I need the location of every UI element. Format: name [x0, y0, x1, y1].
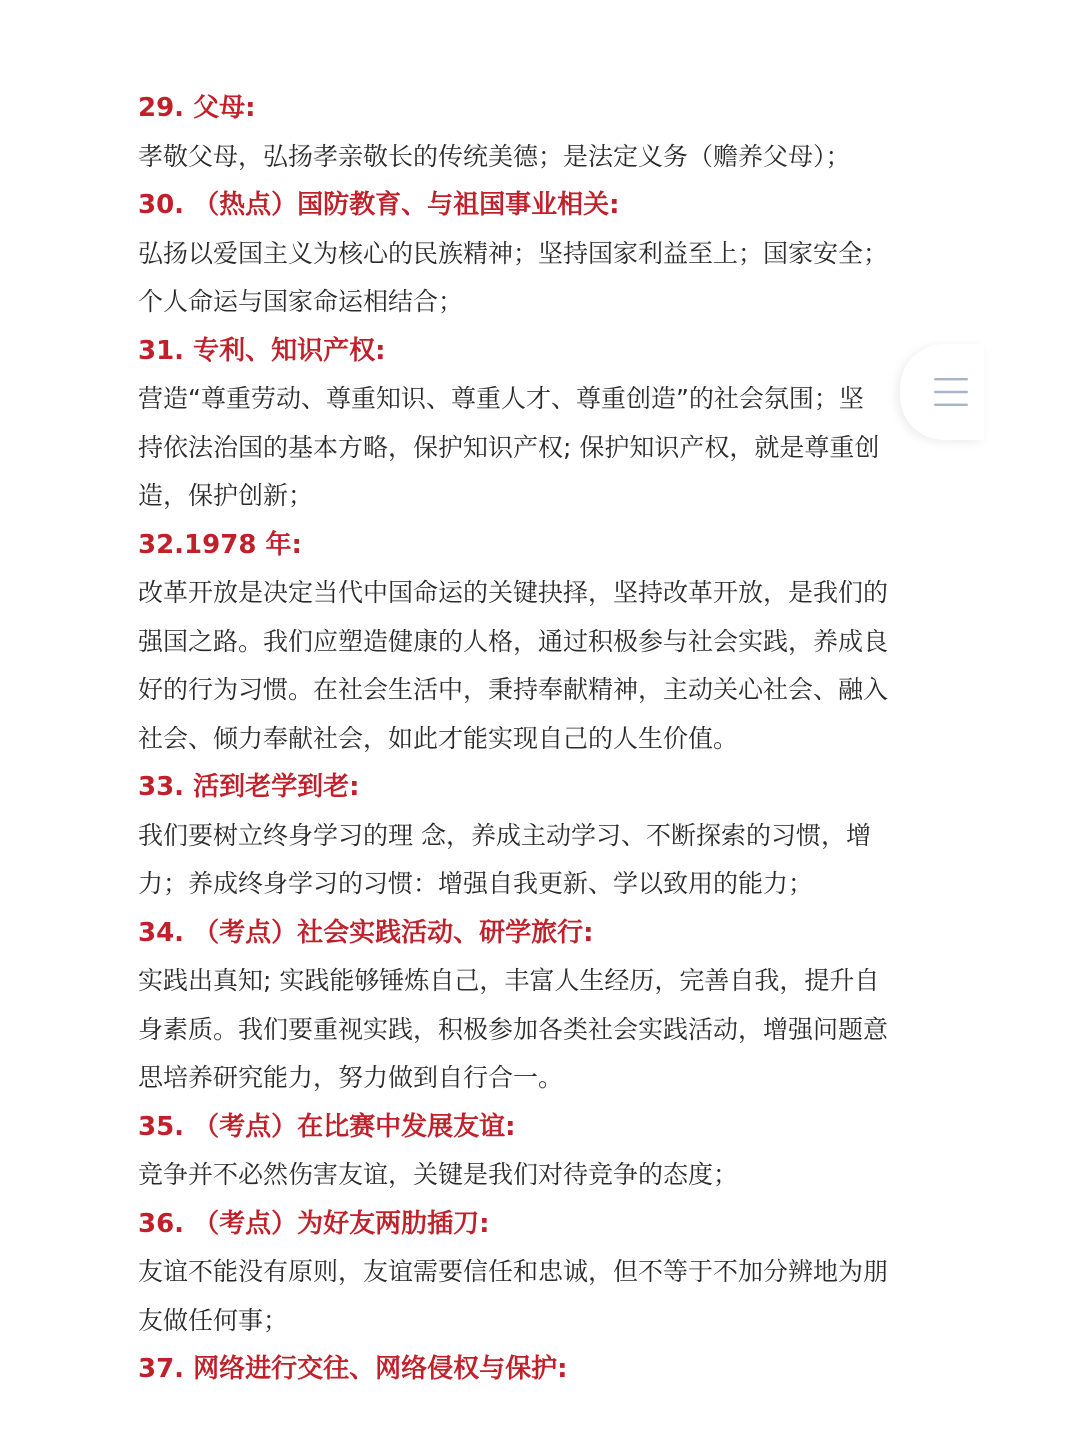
menu-icon — [934, 377, 968, 407]
section-30 — [138, 181, 950, 327]
section-text-line: 强国之路。我们应塑造健康的人格，通过积极参与社会实践，养成良 — [138, 626, 889, 656]
section-text-line: 友做任何事； — [138, 1305, 289, 1335]
section-32 — [138, 521, 950, 764]
section-36 — [138, 1200, 950, 1346]
section-heading: 33. 活到老学到老: — [138, 772, 360, 802]
section-text-line: 实践出真知; 实践能够锤炼自己，丰富人生经历，完善自我，提升自 — [138, 966, 880, 995]
notes-content — [138, 84, 950, 1394]
section-text-line: 个人命运与国家命运相结合； — [138, 287, 464, 316]
section-heading: 29. 父母: — [138, 93, 256, 123]
section-text-line: 社会、倾力奉献社会，如此才能实现自己的人生价值。 — [138, 723, 739, 753]
section-text-line: 竞争并不必然伤害友谊，关键是我们对待竞争的态度； — [138, 1160, 739, 1189]
section-text-line: 持依法治国的基本方略，保护知识产权; 保护知识产权，就是尊重创 — [138, 432, 880, 462]
section-text-line: 孝敬父母，弘扬孝亲敬长的传统美德；是法定义务（赡养父母）； — [138, 141, 851, 171]
section-heading: 35. （考点）在比赛中发展友谊: — [138, 1111, 516, 1142]
section-text-line: 改革开放是决定当代中国命运的关键抉择，坚持改革开放，是我们的 — [138, 578, 889, 607]
section-37 — [138, 1345, 950, 1394]
section-text-line: 营造“尊重劳动、尊重知识、尊重人才、尊重创造”的社会氛围；坚 — [138, 384, 864, 413]
section-35 — [138, 1103, 950, 1200]
section-text-line: 好的行为习惯。在社会生活中，秉持奉献精神，主动关心社会、融入 — [138, 675, 889, 704]
menu-button[interactable] — [900, 344, 984, 440]
section-33 — [138, 763, 950, 909]
section-heading: 30. （热点）国防教育、与祖国事业相关: — [138, 190, 620, 220]
section-heading: 37. 网络进行交往、网络侵权与保护: — [138, 1354, 568, 1384]
section-text-line: 友谊不能没有原则，友谊需要信任和忠诚，但不等于不加分辨地为朋 — [138, 1257, 889, 1286]
section-heading: 34. （考点）社会实践活动、研学旅行: — [138, 917, 594, 948]
section-text-line: 思培养研究能力，努力做到自行合一。 — [138, 1063, 564, 1092]
section-text-line: 力；养成终身学习的习惯：增强自我更新、学以致用的能力； — [138, 869, 814, 898]
section-34 — [138, 909, 950, 1103]
section-29 — [138, 84, 950, 181]
section-text-line: 身素质。我们要重视实践，积极参加各类社会实践活动，增强问题意 — [138, 1014, 889, 1044]
section-31 — [138, 327, 950, 521]
section-heading: 32.1978 年: — [138, 529, 302, 560]
section-text-line: 造，保护创新； — [138, 481, 314, 510]
section-heading: 36. （考点）为好友两肋插刀: — [138, 1208, 490, 1239]
section-heading: 31. 专利、知识产权: — [138, 335, 386, 366]
section-text-line: 弘扬以爱国主义为核心的民族精神；坚持国家利益至上；国家安全； — [138, 238, 889, 268]
section-text-line: 我们要树立终身学习的理 念，养成主动学习、不断探索的习惯，增 — [138, 820, 871, 850]
